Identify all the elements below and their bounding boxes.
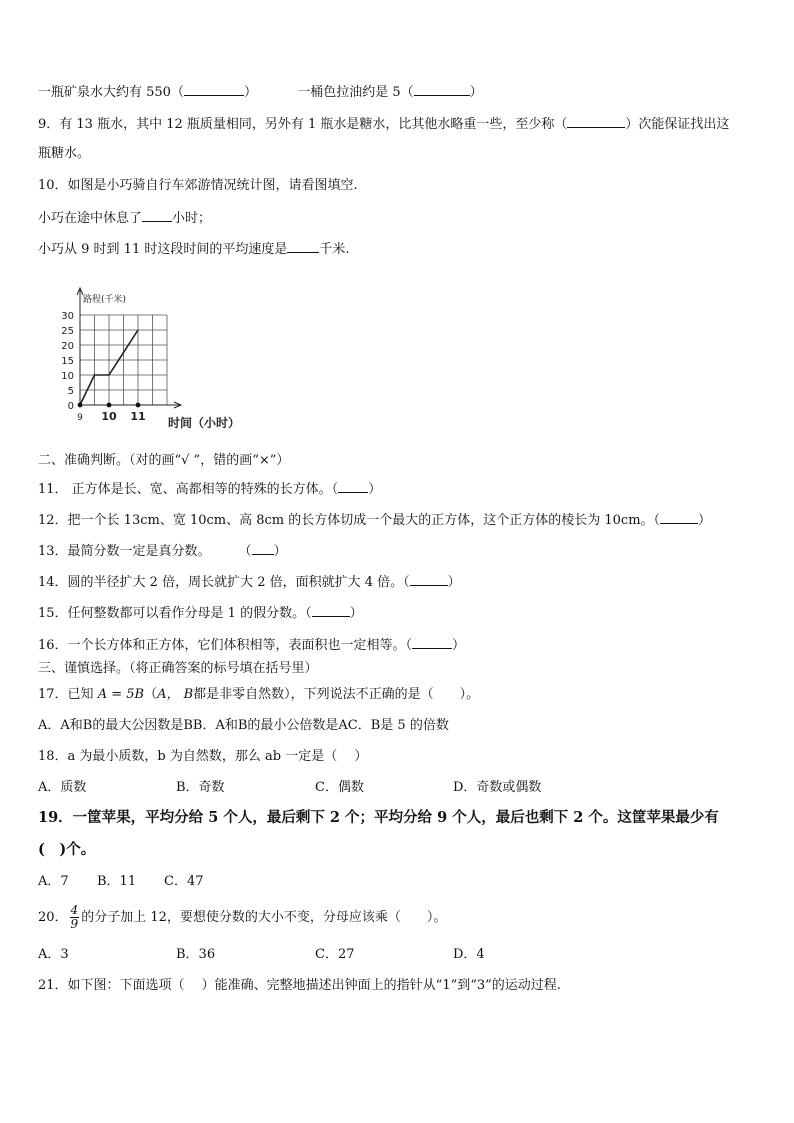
question-18: 18．a 为最小质数，b 为自然数，那么 ab 一定是（ ） (38, 749, 368, 764)
question-9: 9．有 13 瓶水，其中 12 瓶质量相同，另外有 1 瓶水是糖水，比其他水略重一些，至少称（ ）次能保证找出这 (38, 117, 730, 132)
x-tick-dot (78, 403, 83, 408)
section-3-header: 三、谨慎选择。（将正确答案的标号填在括号里） (38, 661, 318, 676)
fraction: $\frac{4}{9}$ (70, 903, 79, 931)
x-tick-label: 9 (77, 413, 83, 423)
q20-option-a[interactable]: A．3 (38, 947, 69, 962)
question-14: 14．圆的半径扩大 2 倍，周长就扩大 2 倍，面积就扩大 4 倍。（ ） (38, 575, 461, 590)
x-tick-label: 10 (101, 410, 117, 423)
q20-option-b[interactable]: B．36 (176, 947, 216, 962)
q18-option-d[interactable]: D．奇数或偶数 (453, 780, 542, 795)
y-tick-label: 10 (61, 371, 74, 382)
question-11: 11． 正方体是长、宽、高都相等的特殊的长方体。（ ） (38, 482, 382, 497)
question-15: 15．任何整数都可以看作分母是 1 的假分数。（ ） (38, 606, 363, 621)
x-tick-dot (107, 403, 112, 408)
q20-option-c[interactable]: C．27 (315, 947, 355, 962)
answer-blank[interactable] (412, 636, 452, 649)
question-17: 17．已知 A = 5B（A， B都是非零自然数），下列说法不正确的是（ ）。 (38, 687, 480, 702)
question-17-options (38, 718, 449, 734)
q20-option-d[interactable]: D．4 (453, 947, 485, 962)
answer-blank[interactable] (410, 573, 448, 586)
x-tick-dot (136, 403, 141, 408)
q18-option-b[interactable]: B．奇数 (176, 780, 225, 795)
answer-blank[interactable] (312, 604, 350, 617)
y-tick-label: 15 (61, 356, 74, 367)
y-axis-label: 路程(千米) (83, 295, 127, 305)
answer-blank[interactable] (414, 83, 470, 96)
question-20: 20． $\frac{4}{9}$ 的分子加上 12，要想使分数的大小不变，分母应该乘（ ）。 (38, 903, 447, 931)
q18-option-c[interactable]: C．偶数 (315, 780, 364, 795)
y-tick-label: 5 (67, 386, 74, 397)
answer-blank[interactable] (184, 83, 244, 96)
question-19: 19．一筐苹果，平均分给 5 个人，最后剩下 2 个；平均分给 9 个人，最后也剩下 2 个。这筐苹果最少有 (38, 809, 719, 826)
q19-option-a[interactable]: A．7 (38, 874, 69, 889)
answer-blank[interactable] (287, 240, 319, 253)
question-9-line2: 瓶糖水。 (38, 146, 91, 161)
question-21: 21．如下图：下面选项（ ）能准确、完整地描述出钟面上的指针从“1”到“3”的运动过程. (38, 978, 561, 993)
q19-option-c[interactable]: C．47 (164, 874, 204, 889)
question-16: 16．一个长方体和正方体，它们体积相等，表面积也一定相等。（ ） (38, 638, 466, 653)
question-10-line1: 小巧在途中休息了 小时； (38, 211, 212, 226)
y-tick-label: 0 (67, 401, 74, 412)
section-2-header: 二、准确判断。（对的画“√ ”，错的画“×”） (38, 453, 290, 468)
y-tick-label: 25 (61, 326, 74, 337)
question-13: 13．最简分数一定是真分数。 （ ） (38, 544, 287, 559)
question-8: 一瓶矿泉水大约有 550（ ） 一桶色拉油约是 5（ ） (38, 85, 483, 100)
question-12: 12．把一个长 13cm、宽 10cm、高 8cm 的长方体切成一个最大的正方体，这个正方体的棱长为 10cm。（ ） (38, 513, 712, 528)
x-tick-label: 11 (130, 410, 146, 423)
answer-blank[interactable] (142, 209, 172, 222)
x-axis-label: 时间（小时） (168, 416, 241, 430)
answer-blank[interactable] (567, 115, 625, 128)
option-a[interactable]: A．A和B的最大公因数是B (38, 718, 193, 733)
y-tick-label: 30 (61, 311, 74, 322)
option-b[interactable]: B．A和B的最小公倍数是A (192, 718, 348, 733)
q19-option-b[interactable]: B．11 (97, 874, 137, 889)
y-tick-label: 20 (61, 341, 74, 352)
q18-option-a[interactable]: A．质数 (38, 780, 87, 795)
option-c[interactable]: C．B是 5 的倍数 (347, 718, 449, 733)
answer-blank[interactable] (252, 542, 274, 555)
answer-blank[interactable] (338, 480, 368, 493)
question-10-title: 10．如图是小巧骑自行车郊游情况统计图，请看图填空. (38, 178, 358, 193)
question-19-line2: ( )个。 (38, 841, 96, 858)
question-10-line2: 小巧从 9 时到 11 时这段时间的平均速度是 千米. (38, 242, 350, 257)
distance-time-chart (40, 282, 270, 432)
answer-blank[interactable] (660, 511, 698, 524)
